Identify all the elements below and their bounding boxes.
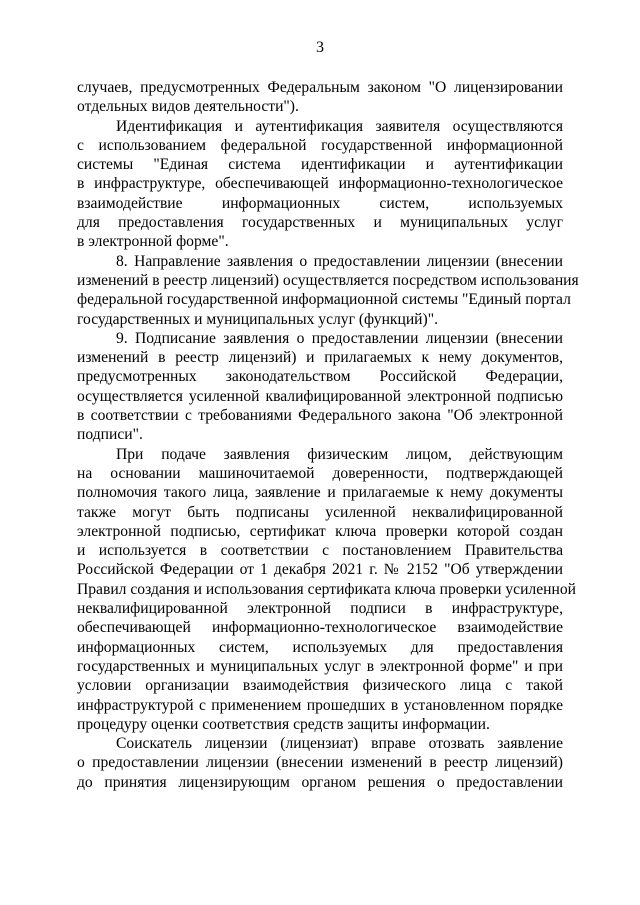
text-line: предусмотренных законодательством Российской Федерации, — [77, 368, 563, 386]
text-line: подписи". — [77, 426, 143, 444]
text-line: инфраструктурой с применением прошедших в установленном порядке — [77, 696, 563, 714]
text-line: Российской Федерации от 1 декабря 2021 г. № 2152 "Об утверждении — [77, 561, 563, 579]
text-line: Правил создания и использования сертификата ключа проверки усиленной — [77, 580, 576, 598]
paragraph-physical-person — [77, 445, 576, 734]
text-line: изменений в реестр лицензий) осуществляется посредством использования — [77, 271, 579, 289]
text-line: обеспечивающей информационно-технологическое взаимодействие — [77, 619, 563, 637]
text-line: процедуру оценки соответствия средств защиты информации. — [77, 715, 490, 733]
paragraph-item-9 — [77, 329, 563, 445]
text-line: в инфраструктуре, обеспечивающей информационно-технологическое — [77, 175, 563, 193]
text-line: о предоставлении лицензии (внесении изменений в реестр лицензий) — [77, 754, 563, 772]
text-line: неквалифицированной электронной подписи в инфраструктуре, — [77, 600, 563, 618]
text-line: и используется в соответствии с постановлением Правительства — [77, 542, 563, 560]
page-number: 3 — [316, 39, 324, 56]
text-line: 9. Подписание заявления о предоставлении лицензии (внесении — [116, 329, 563, 347]
paragraph-item-8 — [77, 252, 579, 329]
text-line: информационных систем, используемых для предоставления — [77, 638, 563, 656]
text-line: 8. Направление заявления о предоставлении лицензии (внесении — [116, 252, 563, 270]
document-body — [77, 78, 579, 792]
text-line: в соответствии с требованиями Федерального закона "Об электронной — [77, 407, 563, 425]
text-line: до принятия лицензирующим органом решения о предоставлении — [77, 773, 563, 791]
text-line: отдельных видов деятельности"). — [77, 98, 299, 116]
text-line: государственных и муниципальных услуг в электронной форме" и при — [77, 657, 563, 675]
text-line: условии организации взаимодействия физического лица с такой — [77, 677, 563, 695]
text-line: Соискатель лицензии (лицензиат) вправе отозвать заявление — [116, 735, 563, 753]
paragraph-withdrawal — [77, 734, 563, 792]
text-line: системы "Единая система идентификации и аутентификации — [77, 156, 563, 174]
text-line: взаимодействие информационных систем, используемых — [77, 194, 563, 212]
text-line: осуществляется усиленной квалифицированной электронной подписью — [77, 387, 563, 405]
text-line: для предоставления государственных и муниципальных услуг — [77, 214, 563, 232]
text-line: При подаче заявления физическим лицом, действующим — [116, 445, 563, 463]
paragraph-continuation — [77, 78, 563, 117]
text-line: Идентификация и аутентификация заявителя осуществляются — [116, 117, 563, 135]
text-line: федеральной государственной информационной системы "Единый портал — [77, 291, 571, 309]
text-line: изменений в реестр лицензий) и прилагаемых к нему документов, — [77, 349, 563, 367]
text-line: в электронной форме". — [77, 233, 229, 251]
text-line: государственных и муниципальных услуг (функций)". — [77, 310, 438, 328]
paragraph-identification — [77, 117, 563, 252]
text-line: с использованием федеральной государственной информационной — [77, 136, 563, 154]
text-line: также могут быть подписаны усиленной неквалифицированной — [77, 503, 563, 521]
text-line: полномочия такого лица, заявление и прилагаемые к нему документы — [77, 484, 563, 502]
text-line: электронной подписью, сертификат ключа проверки которой создан — [77, 522, 563, 540]
text-line: случаев, предусмотренных Федеральным законом "О лицензировании — [77, 79, 563, 96]
text-line: на основании машиночитаемой доверенности, подтверждающей — [77, 464, 563, 482]
